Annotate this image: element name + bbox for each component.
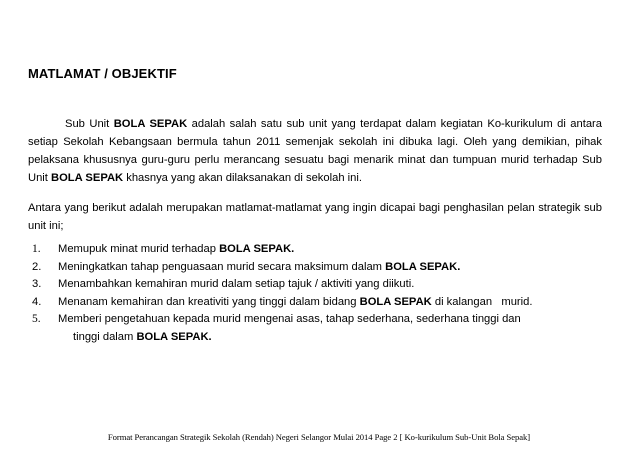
objective-item-1 xyxy=(28,241,602,259)
objective-text: tinggi dalam xyxy=(73,330,137,343)
objective-number: 3. xyxy=(32,278,42,290)
objective-continuation xyxy=(58,329,602,347)
objective-text: Memupuk minat murid terhadap xyxy=(58,243,220,255)
objective-text-post: di kalangan murid. xyxy=(431,295,533,308)
objective-text: Menambahkan kemahiran murid dalam setiap tajuk / aktiviti yang diikuti. xyxy=(58,278,415,290)
objective-number: 2. xyxy=(32,260,42,273)
objective-bold: BOLA SEPAK. xyxy=(219,243,295,255)
objective-item-3 xyxy=(28,276,602,294)
objective-text: Menanam kemahiran dan kreativiti yang tinggi dalam bidang xyxy=(58,295,360,308)
objective-bold: BOLA SEPAK. xyxy=(385,260,461,273)
intro-text-3: khasnya yang akan dilaksanakan di sekolah ini. xyxy=(123,172,362,184)
intro-bold-2: BOLA SEPAK xyxy=(51,172,124,184)
intro-text-2: adalah salah satu sub unit yang terdapat dalam kegiatan Ko-kurikulum di antara setiap Sekolah Kebangsaan bermula tahun 2011 semenjak sekolah ini dibuka lagi. Oleh yang demikian, pihak pelaksana khususnya guru-guru perlu merancang sesuatu bagi menarik minat dan tumpuan murid terhadap Sub Unit xyxy=(28,118,602,184)
intro-bold-1: BOLA SEPAK xyxy=(113,118,188,130)
intro-paragraph xyxy=(28,115,602,187)
objective-item-2 xyxy=(28,259,602,277)
section-heading: MATLAMAT / OBJEKTIF xyxy=(28,66,177,81)
objective-bold: BOLA SEPAK xyxy=(359,295,432,308)
objectives-list xyxy=(28,241,602,346)
objective-number: 4. xyxy=(32,295,42,308)
objective-text: Meningkatkan tahap penguasaan murid secara maksimum dalam xyxy=(58,260,386,273)
objective-number: 1. xyxy=(32,243,41,255)
objective-number: 5. xyxy=(32,313,41,325)
goals-intro-paragraph: Antara yang berikut adalah merupakan matlamat-matlamat yang ingin dicapai bagi penghasilan pelan strategik sub unit ini; xyxy=(28,202,602,232)
objective-bold: BOLA SEPAK xyxy=(136,330,209,343)
objective-period: . xyxy=(208,330,212,343)
objective-text: Memberi pengetahuan kepada murid mengenai asas, tahap sederhana, sederhana tinggi dan xyxy=(58,313,521,325)
intro-text-1: Sub Unit xyxy=(65,118,114,130)
objective-item-5 xyxy=(28,311,602,346)
page-footer: Format Perancangan Strategik Sekolah (Rendah) Negeri Selangor Mulai 2014 Page 2 [ Ko-kurikulum Sub-Unit Bola Sepak] xyxy=(107,432,531,442)
objective-item-4 xyxy=(28,294,602,312)
